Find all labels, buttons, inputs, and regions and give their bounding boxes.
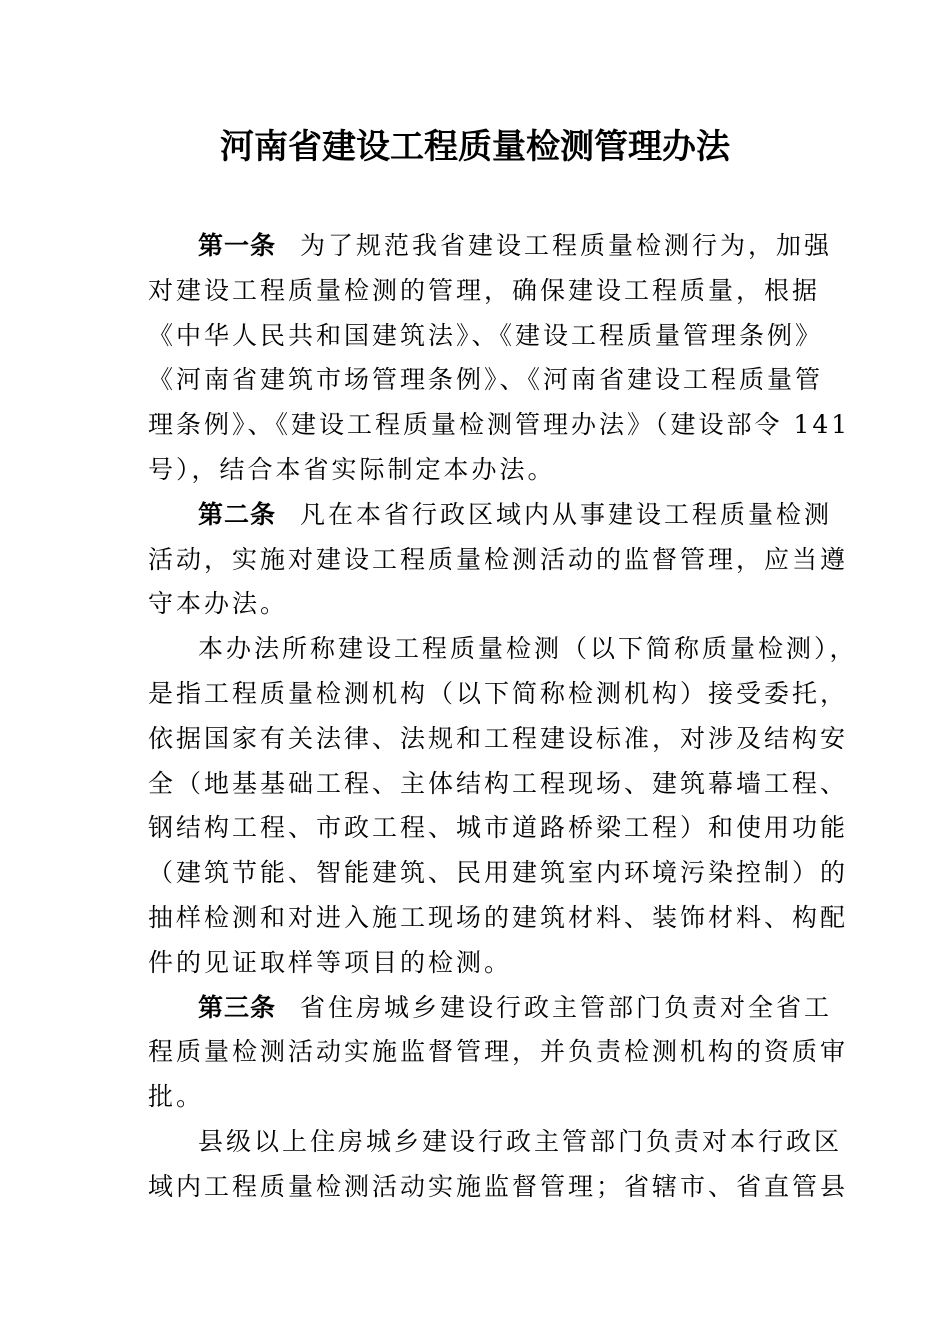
article-2-para-2-line-1: 本办法所称建设工程质量检测（以下简称质量检测）， [198,634,858,664]
article-3-line-3: 批。 [148,1082,205,1112]
article-3-para-2-line-1: 县级以上住房城乡建设行政主管部门负责对本行政区 [198,1126,843,1156]
article-2-para-2-line-5: 钢结构工程、市政工程、城市道路桥梁工程）和使用功能 [148,813,849,843]
article-2-number: 第二条 [198,499,277,529]
article-3-line-2: 程质量检测活动实施监督管理，并负责检测机构的资质审 [148,1037,849,1067]
article-2-line-3: 守本办法。 [148,589,289,619]
article-1-line-2: 对建设工程质量检测的管理，确保建设工程质量，根据 [148,275,821,305]
article-2-para-2-line-7: 抽样检测和对进入施工现场的建筑材料、装饰材料、构配 [148,902,849,932]
article-2-para-2-line-4: 全（地基基础工程、主体结构工程现场、建筑幕墙工程、 [148,768,849,798]
article-1-text: 为了规范我省建设工程质量检测行为，加强 [300,231,833,260]
article-1-line-5: 理条例》、《建设工程质量检测管理办法》（建设部令 141 [148,410,851,440]
article-2-para-2-line-6: （建筑节能、智能建筑、民用建筑室内环境污染控制）的 [148,858,849,888]
article-3-line-1 [148,986,833,1031]
article-1-line-3: 《中华人民共和国建筑法》、《建设工程质量管理条例》 [148,320,824,350]
article-3-number: 第三条 [198,992,277,1022]
article-1-line-1 [148,224,833,269]
article-2-para-2-line-3: 依据国家有关法律、法规和工程建设标准，对涉及结构安 [148,723,849,753]
article-1-line-4: 《河南省建筑市场管理条例》、《河南省建设工程质量管 [148,365,824,395]
article-2-line-1 [148,493,833,538]
article-2-text: 凡在本省行政区域内从事建设工程质量检测 [300,499,833,529]
article-2-para-2-line-8: 件的见证取样等项目的检测。 [148,947,513,977]
article-2-para-2-line-2: 是指工程质量检测机构（以下简称检测机构）接受委托， [148,678,849,708]
document-body [148,224,858,1210]
article-2-line-2: 活动，实施对建设工程质量检测活动的监督管理，应当遵 [148,544,849,574]
document-title: 河南省建设工程质量检测管理办法 [220,127,730,167]
article-3-para-2-line-2: 域内工程质量检测活动实施监督管理；省辖市、省直管县 [148,1171,849,1201]
article-1-line-6: 号），结合本省实际制定本办法。 [148,454,556,484]
article-3-text: 省住房城乡建设行政主管部门负责对全省工 [300,992,833,1022]
article-1-number: 第一条 [198,231,277,260]
